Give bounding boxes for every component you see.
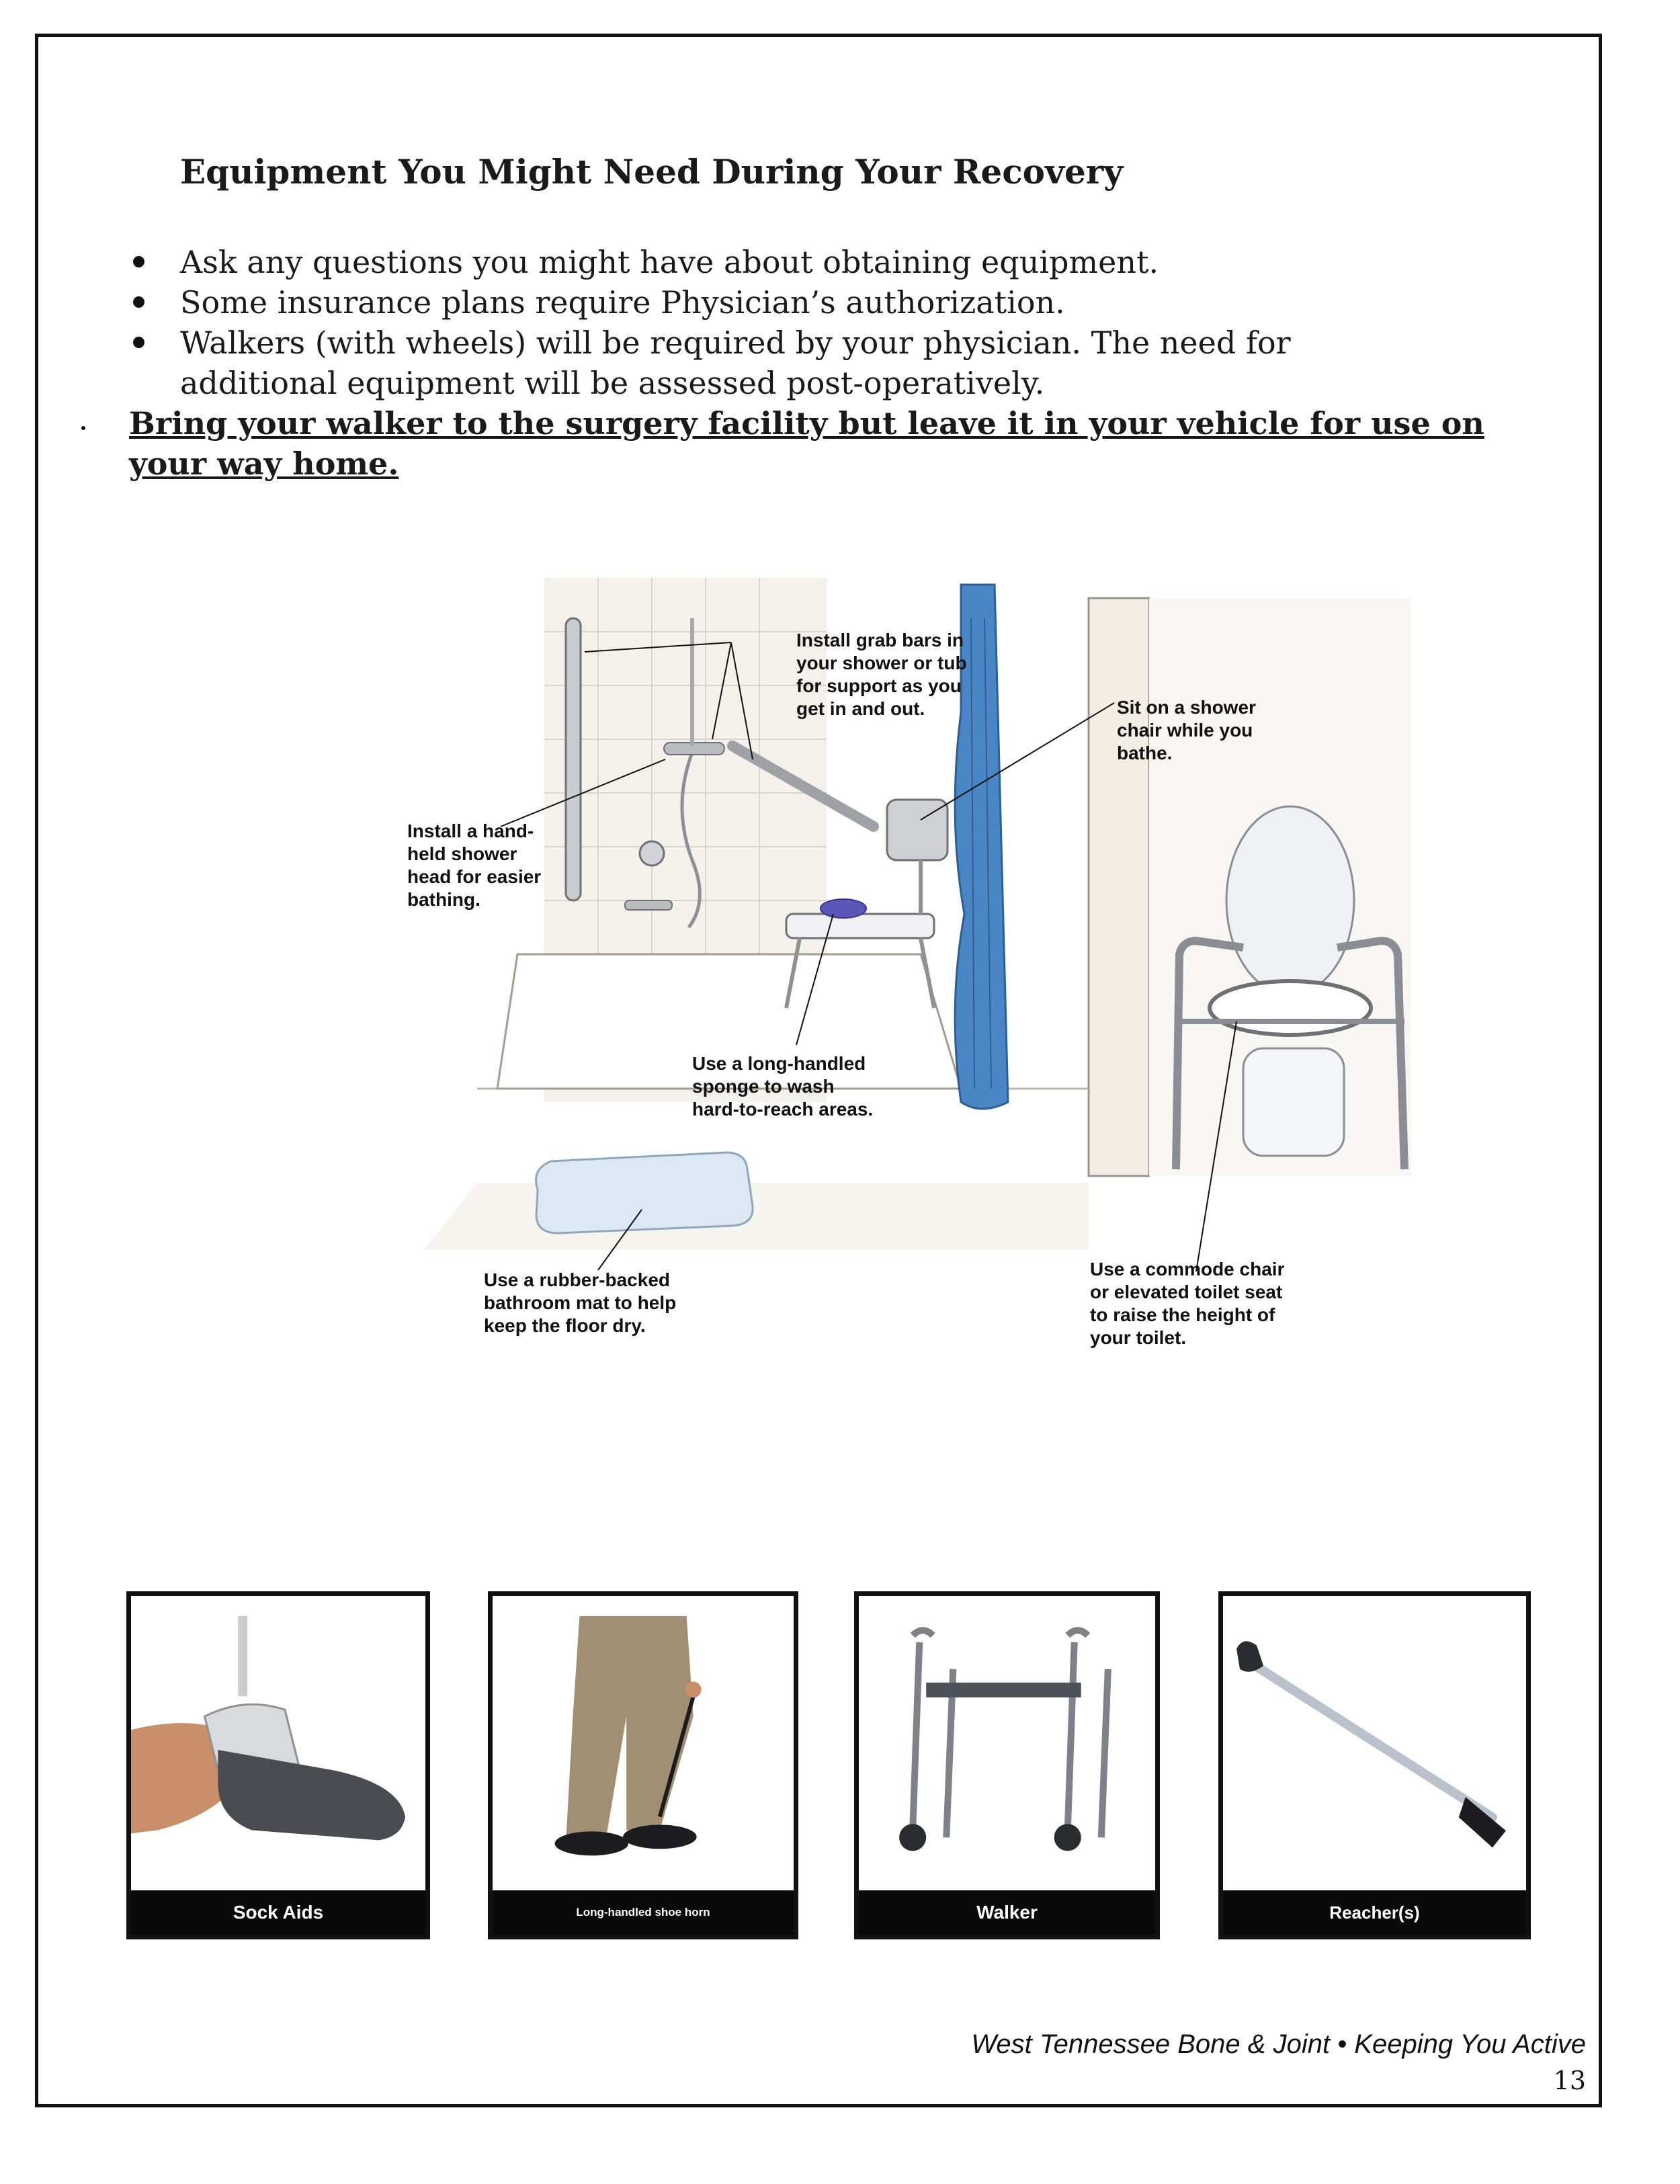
bullet-item: Some insurance plans require Physician’s authorization. <box>128 282 1404 323</box>
footer-tagline: West Tennessee Bone & Joint • Keeping You Active <box>971 2029 1586 2059</box>
bullet-icon <box>133 256 144 267</box>
shower-chair-callout: Sit on a shower chair while you bathe. <box>1117 697 1256 763</box>
bullet-item: Ask any questions you might have about obtaining equipment. <box>128 242 1404 282</box>
page-number: 13 <box>1553 2066 1586 2095</box>
bullet-icon <box>133 337 144 348</box>
walker-reminder-text: Bring your walker to the surgery facility but leave it in your vehicle for use on your way home. <box>129 405 1484 482</box>
tile-sock-aids <box>126 1591 430 1939</box>
reacher-icon <box>1223 1596 1526 1890</box>
hand-held-shower-callout: Install a hand- held shower head for easier bathing. <box>407 821 542 910</box>
sponge-callout: Use a long-handled sponge to wash hard-to-reach areas. <box>692 1053 874 1120</box>
info-bullet-list <box>128 242 1404 403</box>
bullet-item: Walkers (with wheels) will be required by your physician. The need for additional equipment will be assessed post-operatively. <box>128 323 1404 403</box>
sock-aid-icon <box>131 1596 425 1890</box>
equipment-tiles <box>126 1591 1531 1939</box>
tile-caption: Sock Aids <box>131 1890 425 1935</box>
tile-caption: Walker <box>859 1890 1155 1935</box>
tile-reacher <box>1218 1591 1531 1939</box>
tile-caption: Long-handled shoe horn <box>493 1890 794 1935</box>
tile-caption: Reacher(s) <box>1223 1890 1526 1935</box>
walker-icon <box>859 1596 1155 1890</box>
tile-shoe-horn <box>488 1591 798 1939</box>
page-title: Equipment You Might Need During Your Recovery <box>180 152 1124 192</box>
tile-walker <box>854 1591 1160 1939</box>
commode-callout: Use a commode chair or elevated toilet seat to raise the height of your toilet. <box>1090 1259 1285 1348</box>
bathroom-safety-illustration <box>316 578 1445 1378</box>
grab-bars-callout: Install grab bars in your shower or tub for support as you get in and out. <box>796 630 967 719</box>
shoe-horn-icon <box>493 1596 794 1890</box>
bullet-icon <box>133 296 144 308</box>
bath-mat-callout: Use a rubber-backed bathroom mat to help keep the floor dry. <box>484 1269 677 1336</box>
small-bullet-icon <box>81 426 85 430</box>
